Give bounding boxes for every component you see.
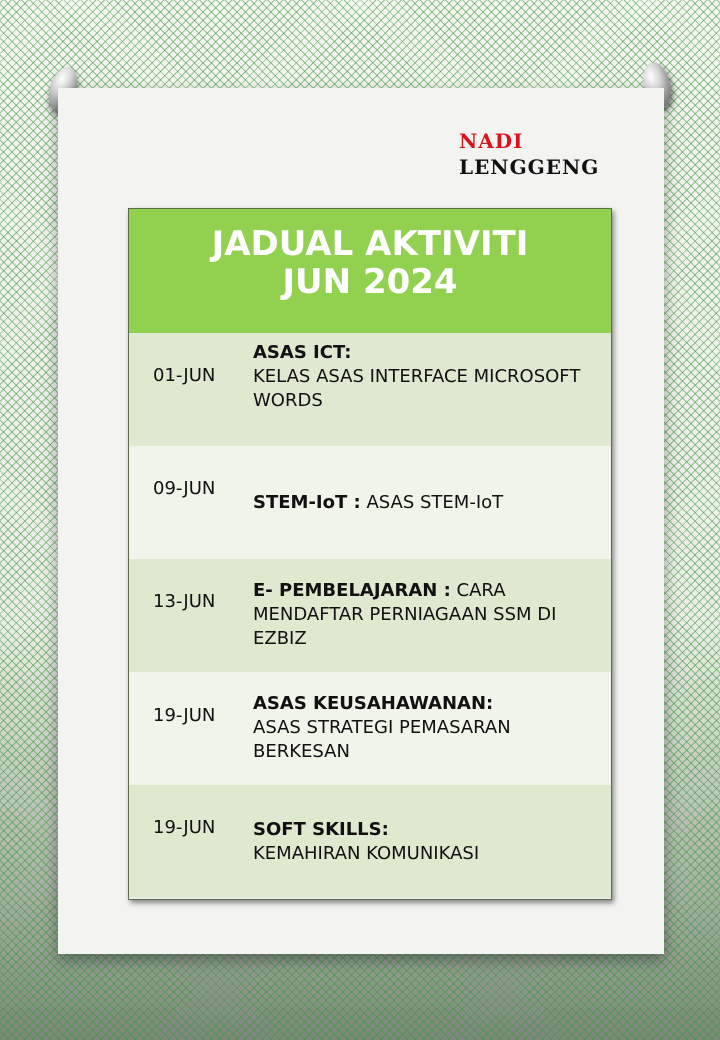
activity-date: 19-JUN	[153, 705, 216, 726]
activity-detail: ASAS STRATEGI PEMASARAN BERKESAN	[253, 717, 511, 762]
activity-row-4	[129, 672, 611, 785]
activity-schedule-table	[128, 208, 612, 900]
schedule-title: JADUAL AKTIVITI	[211, 224, 529, 264]
schedule-header	[129, 209, 611, 333]
activity-detail: KEMAHIRAN KOMUNIKASI	[253, 843, 480, 864]
activity-date: 01-JUN	[153, 365, 216, 386]
activity-description	[253, 491, 605, 515]
activity-detail: CARA MENDAFTAR PERNIAGAAN SSM DI EZBIZ	[253, 580, 557, 649]
activity-category: E- PEMBELAJARAN :	[253, 580, 451, 601]
activity-description	[253, 818, 605, 866]
activity-description	[253, 579, 605, 651]
activity-date: 09-JUN	[153, 478, 216, 499]
activity-description	[253, 341, 605, 413]
brand-line-nadi: NADI	[459, 129, 524, 153]
activity-row-5	[129, 785, 611, 898]
activity-row-3	[129, 559, 611, 672]
activity-detail: ASAS STEM-IoT	[366, 492, 504, 513]
brand-logo	[459, 128, 599, 180]
activity-row-1	[129, 333, 611, 446]
activity-category: ASAS KEUSAHAWANAN:	[253, 693, 494, 714]
activity-row-2	[129, 446, 611, 559]
activity-date: 19-JUN	[153, 817, 216, 838]
activity-category: STEM-IoT :	[253, 492, 361, 513]
activity-category: ASAS ICT:	[253, 342, 352, 363]
activity-date: 13-JUN	[153, 591, 216, 612]
brand-line-lenggeng: LENGGENG	[459, 155, 600, 179]
activity-description	[253, 692, 605, 764]
activity-detail: KELAS ASAS INTERFACE MICROSOFT WORDS	[253, 366, 581, 411]
schedule-month: JUN 2024	[282, 262, 458, 302]
activity-category: SOFT SKILLS:	[253, 819, 389, 840]
